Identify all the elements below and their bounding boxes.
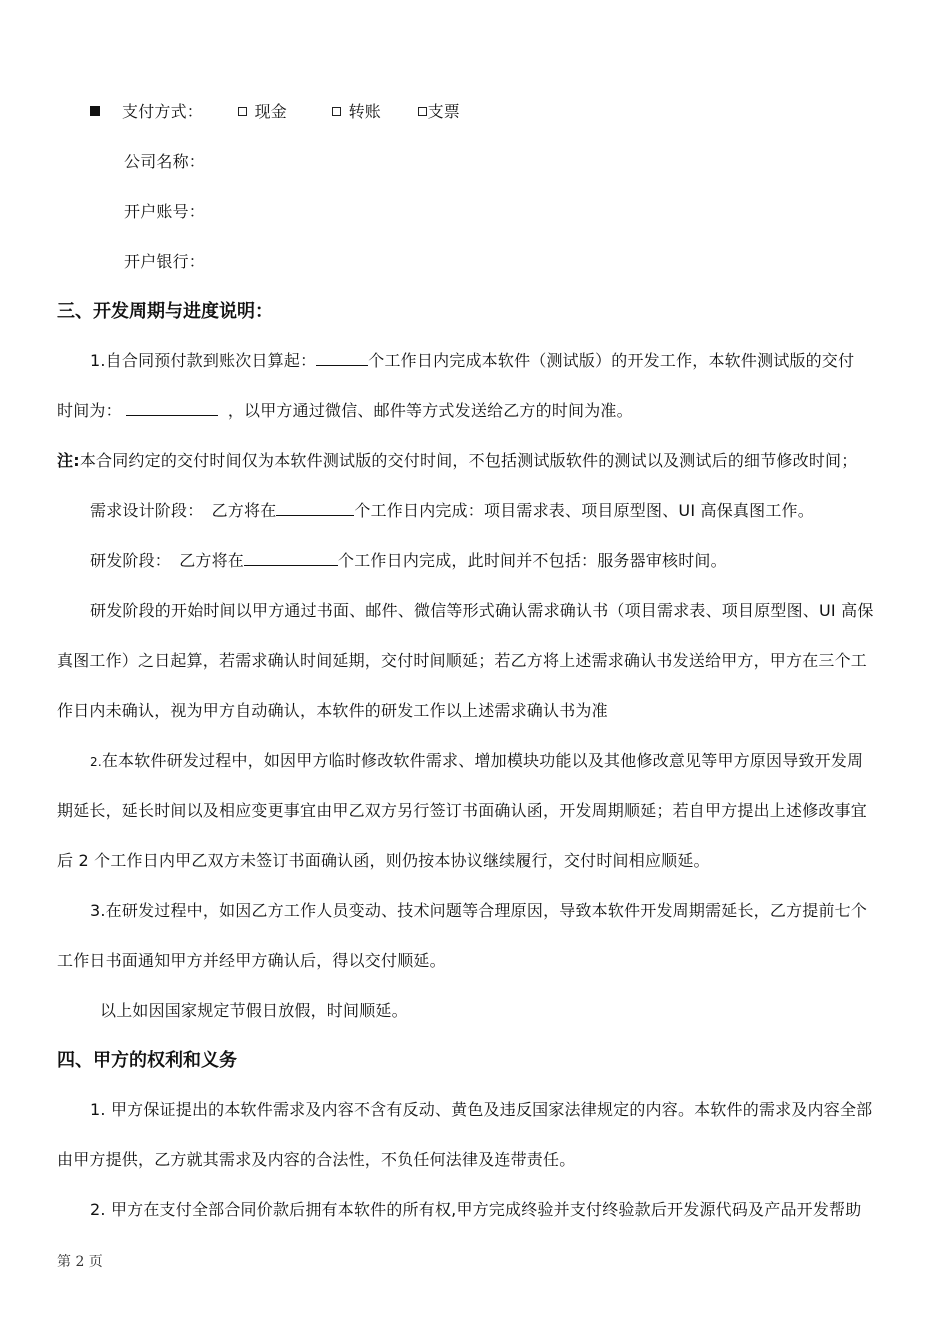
section3-p1-line1 [90,349,854,373]
blank-design-days[interactable] [276,499,354,516]
blank-workdays-test[interactable] [316,349,368,366]
section4-p1-line2: 由甲方提供，乙方就其需求及内容的合法性，不负任何法律及连带责任。 [57,1150,576,1169]
payment-method-line [90,100,460,124]
text: 需求设计阶段： 乙方将在 [90,501,277,520]
dev-start-line3: 作日内未确认，视为甲方自动确认，本软件的研发工作以上述需求确认书为准 [57,701,608,720]
section3-title: 三、开发周期与进度说明： [57,301,273,322]
option-check: 支票 [427,102,461,121]
text: 个工作日内完成：项目需求表、项目原型图、UI 高保真图工作。 [354,501,814,520]
bullet-icon [90,106,100,116]
text: 个工作日内完成本软件（测试版）的开发工作，本软件测试版的交付 [368,351,855,370]
text: ，以甲方通过微信、邮件等方式发送给乙方的时间为准。 [227,401,633,420]
note-line [57,449,857,473]
dev-stage-line [90,549,727,573]
text: 1.自合同预付款到账次日算起： [90,351,317,370]
bank-label: 开户银行： [124,252,206,271]
option-cash: 现金 [254,102,288,121]
dev-start-line2: 真图工作）之日起算，若需求确认时间延期，交付时间顺延；若乙方将上述需求确认书发送给甲方，甲方在三个工 [57,651,868,670]
holiday-line: 以上如因国家规定节假日放假，时间顺延。 [100,1001,408,1020]
section4-p1-line1: 1. 甲方保证提出的本软件需求及内容不含有反动、黄色及违反国家法律规定的内容。本软件的需求及内容全部 [90,1100,873,1119]
section3-p2-line1 [90,749,863,774]
section3-p1-line2 [57,399,633,423]
section4-p2-line1: 2. 甲方在支付全部合同价款后拥有本软件的所有权,甲方完成终验并支付终验款后开发源代码及产品开发帮助 [90,1200,862,1219]
design-stage-line [90,499,814,523]
section3-p3-line1: 3.在研发过程中，如因乙方工作人员变动、技术问题等合理原因，导致本软件开发周期需延长，乙方提前七个 [90,901,868,920]
option-transfer: 转账 [348,102,382,121]
note-text: 本合同约定的交付时间仅为本软件测试版的交付时间，不包括测试版软件的测试以及测试后的细节修改时间； [79,451,858,470]
p2-number: 2. [90,755,102,769]
checkbox-transfer[interactable] [332,107,341,116]
note-label: 注: [57,451,80,470]
section3-p3-line2: 工作日书面通知甲方并经甲方确认后，得以交付顺延。 [57,951,446,970]
text: 研发阶段： 乙方将在 [90,551,245,570]
text: 时间为： [57,401,122,420]
account-number-label: 开户账号： [124,202,206,221]
payment-label: 支付方式： [122,102,204,121]
page-number: 第 2 页 [57,1254,103,1270]
section3-p2-line3: 后 2 个工作日内甲乙双方未签订书面确认函，则仍按本协议继续履行，交付时间相应顺延。 [57,851,710,870]
checkbox-check[interactable] [418,107,427,116]
text: 个工作日内完成，此时间并不包括：服务器审核时间。 [338,551,727,570]
blank-dev-days[interactable] [244,549,338,566]
company-name-label: 公司名称： [124,152,206,171]
checkbox-cash[interactable] [238,107,247,116]
dev-start-line1: 研发阶段的开始时间以甲方通过书面、邮件、微信等形式确认需求确认书（项目需求表、项目原型图、UI 高保 [90,601,874,620]
section4-title: 四、甲方的权利和义务 [57,1050,237,1071]
blank-delivery-time[interactable] [126,399,218,416]
section3-p2-line2: 期延长，延长时间以及相应变更事宜由甲乙双方另行签订书面确认函，开发周期顺延；若自甲方提出上述修改事宜 [57,801,868,820]
text: 在本软件研发过程中，如因甲方临时修改软件需求、增加模块功能以及其他修改意见等甲方原因导致开发周 [101,751,864,770]
